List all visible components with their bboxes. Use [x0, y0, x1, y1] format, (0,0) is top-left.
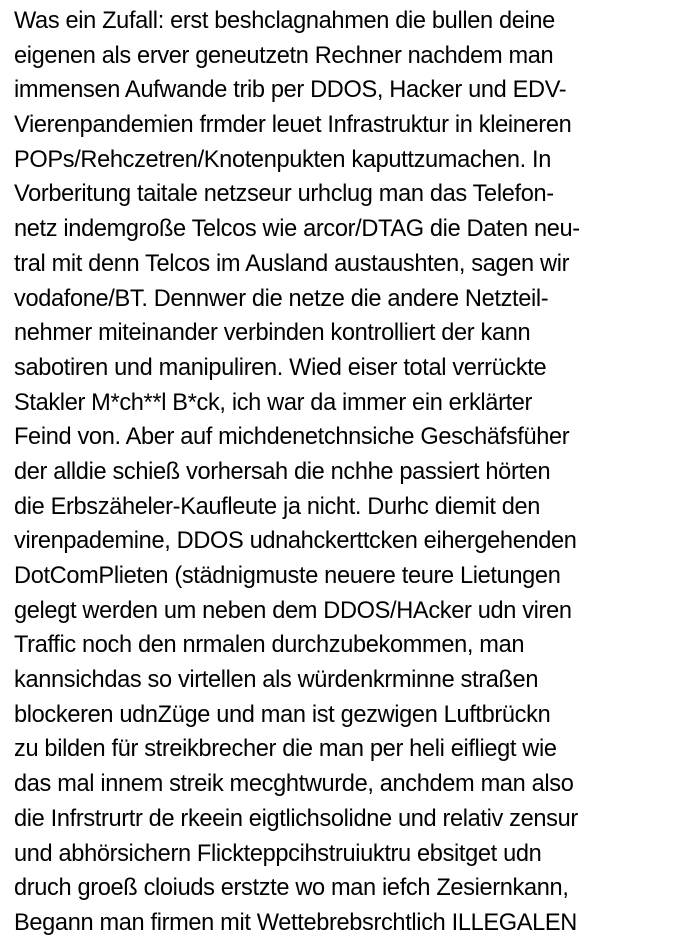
text-line-18: gelegt werden um neben dem DDOS/HAcker udn viren	[14, 597, 572, 624]
text-line-4: Vierenpandemien frmder leuet Infrastruktur in kleineren	[14, 112, 572, 139]
text-line-13: Feind von. Aber auf michdenetchnsiche Geschäfsfüher	[14, 424, 570, 451]
text-line-25: und abhörsichern Flickteppcihstruiuktru ebsitget udn	[14, 840, 542, 867]
text-line-21: blockeren udnZüge und man ist gezwigen Luftbrückn	[14, 701, 551, 728]
text-line-12: Stakler M*ch**l B*ck, ich war da immer ein erklärter	[14, 389, 533, 416]
text-line-11: sabotiren und manipuliren. Wied eiser total verrückte	[14, 354, 547, 381]
text-line-14: der alldie schieß vorhersah die nchhe passiert hörten	[14, 458, 551, 485]
text-line-20: kannsichdas so virtellen als würdenkrminne straßen	[14, 667, 539, 694]
text-line-6: Vorberitung taitale netzseur urhclug man das Telefon-	[14, 181, 554, 208]
text-line-26: druch groeß cloiuds erstzte wo man iefch Zesiernkann,	[14, 875, 569, 902]
text-line-15: die Erbszäheler-Kaufleute ja nicht. Durhc diemit den	[14, 493, 541, 520]
text-line-5: POPs/Rehczetren/Knotenpukten kaputtzumachen. In	[14, 146, 552, 173]
text-line-3: immensen Aufwande trib per DDOS, Hacker und EDV-	[14, 77, 567, 104]
text-line-22: zu bilden für streikbrecher die man per heli eifliegt wie	[14, 736, 557, 763]
text-line-27: Begann man firmen mit Wettebrebsrchtlich ILLEGALEN	[14, 909, 577, 936]
body-text	[14, 4, 680, 941]
text-line-7: netz indemgroße Telcos wie arcor/DTAG die Daten neu-	[14, 216, 580, 243]
text-line-1: Was ein Zufall: erst beshclagnahmen die bullen deine	[14, 8, 555, 34]
text-line-10: nehmer miteinander verbinden kontrolliert der kann	[14, 320, 531, 347]
text-line-19: Traffic noch den nrmalen durchzubekommen, man	[14, 632, 525, 659]
text-line-8: tral mit denn Telcos im Ausland austaushten, sagen wir	[14, 250, 570, 277]
text-line-17: DotComPlieten (städnigmuste neuere teure Lietungen	[14, 563, 561, 589]
text-line-16: virenpademine, DDOS udnahckerttcken eihergehenden	[14, 528, 577, 555]
text-line-2: eigenen als erver geneutzetn Rechner nachdem man	[14, 42, 554, 69]
text-line-24: die Infrstrurtr de rkeein eigtlichsolidne und relativ zensur	[14, 805, 578, 832]
text-line-23: das mal innem streik mecghtwurde, anchdem man also	[14, 771, 574, 798]
text-line-9: vodafone/BT. Dennwer die netze die andere Netzteil-	[14, 285, 549, 312]
